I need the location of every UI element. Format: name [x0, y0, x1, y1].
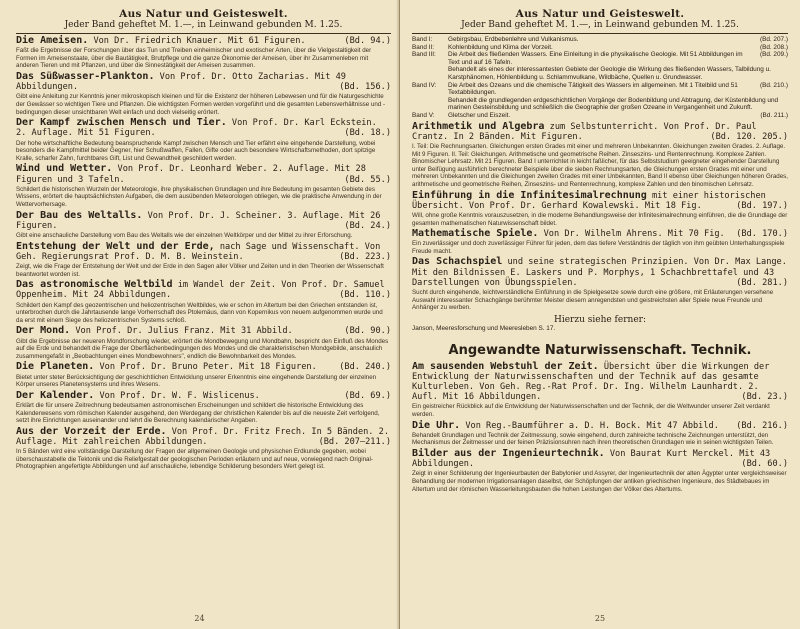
entry-volume-ref: (Bd. 240.)	[339, 362, 391, 373]
entry-volume-ref: (Bd. 24.)	[344, 220, 391, 231]
entry-heading	[16, 242, 391, 262]
catalog-entry	[412, 362, 788, 419]
entry-description: Ein zuverlässiger und doch zuverlässiger Führer für jeden, dem das tiefere Verständnis der täglich von ihm geübten Unterhaltungsspiele Freude macht.	[412, 240, 785, 255]
entry-description: Der hohe wirtschaftliche Bedeutung beanspruchende Kampf zwischen Mensch und Tier erfährt eine eingehende Darstellung, wobei besonders die Kampfmittel beider Gegner, hier Schußwaffen, Fallen, Gifte oder auch besondere Wirtschaftsmethoden, dort spitzige Kralle, scharfer Zahn, furchtbares Gift, List und Gewandtheit geschildert werden.	[16, 139, 376, 162]
catalog-entry	[16, 326, 391, 360]
entry-author-info: Von Prof. Dr. Leonhard Weber. 2. Auflage. Mit 28 Figuren und 3 Tafeln.	[16, 164, 366, 185]
volume-text: Gletscher und Eiszeit.	[448, 111, 511, 119]
entry-author-info: Von Prof. Dr. Karl Eckstein. 2. Auflage. Mit 51 Figuren.	[16, 118, 377, 139]
entry-volume-ref: (Bd. 90.)	[344, 326, 391, 337]
volume-row	[412, 36, 788, 44]
catalog-entry	[412, 191, 788, 228]
entry-volume-ref: (Bd. 94.)	[344, 36, 391, 46]
right-page	[400, 0, 800, 629]
volume-row	[412, 97, 788, 112]
entry-description: Faßt die Ergebnisse der Forschungen über das Tun und Treiben einheimischer und exotischer Arten, über die Vielgestaltigkeit der Formen im Ameisenstaate, über die Bautätigkeit, Brutpflege und die ganze Ökonomie der Ameisen, über ihr Zusammenleben mit anderen Tieren und mit Pflanzen, und über die Sinnestätigkeit der Ameisen zusammen.	[16, 47, 372, 70]
entry-volume-ref: (Bd. 110.)	[339, 290, 391, 301]
entry-heading	[16, 391, 391, 401]
entry-description: Bietet unter steter Berücksichtigung der geschichtlichen Entwicklung unserer Erkenntnis eine eingehende Darstellung der einzelnen Körper unseres Planetensystems und ihres Wesens.	[16, 373, 377, 389]
catalog-entry	[16, 427, 391, 471]
entry-volume-ref: (Bd. 216.)	[736, 420, 788, 431]
entry-title: Aus der Vorzeit der Erde.	[16, 425, 167, 437]
catalog-entry	[412, 229, 788, 255]
entry-heading	[16, 427, 391, 447]
volume-ref: (Bd. 211.)	[760, 111, 788, 119]
series-title: Aus Natur und Geisteswelt.	[119, 8, 288, 20]
entry-heading	[16, 326, 391, 336]
volume-row	[412, 82, 788, 97]
see-also-reference: Janson, Meeresforschung und Meeresleben S. 17.	[412, 324, 556, 332]
entry-title: Die Ameisen.	[16, 35, 89, 46]
entry-volume-ref: (Bd. 18.)	[344, 128, 391, 139]
entry-description: Erklärt die für unsere Zeitrechnung bedeutsamen astronomischen Erscheinungen und schildert die historische Entwicklung des Kalenderwesens vom römischen Kalender ausgehend, den Werdegang der christlichen Kalender bis auf die neueste Zeit verfolgend, setzt ihre Einrichtungen auseinander und lehrt die Berechnung kalendarischer Angaben.	[16, 401, 380, 425]
entry-author-info: im Wandel der Zeit. Von Prof. Dr. Samuel Oppenheim. Mit 24 Abbildungen.	[16, 280, 385, 301]
volume-ref: (Bd. 207.)	[759, 36, 788, 43]
volume-text: Gebirgsbau, Erdbebenlehre und Vulkanismus.	[448, 36, 579, 43]
right-entry-list	[412, 122, 788, 312]
volume-text: Behandelt die grundlegenden erdgeschichtlichen Vorgänge der Bodenbildung und Abtragung, der Küstenbildung und marinen Gesteinsbildung und schließlich die Geographie der großen Ozeane in Vergangenheit und Zukunft.	[448, 96, 779, 112]
entry-title: Das Schachspiel	[412, 256, 503, 268]
volume-list	[412, 36, 788, 120]
catalog-entry	[16, 164, 391, 208]
entry-title: Mathematische Spiele.	[412, 228, 539, 240]
entry-title: Entstehung der Welt und der Erde,	[16, 240, 215, 252]
entry-title: Wind und Wetter.	[16, 163, 113, 175]
volume-label: Band III:	[412, 51, 436, 59]
volume-label: Band II:	[412, 43, 435, 51]
see-also-heading: Hierzu siehe ferner:	[554, 314, 646, 325]
entry-title: Der Kampf zwischen Mensch und Tier.	[16, 117, 227, 129]
entry-volume-ref: (Bd. 120. 205.)	[710, 131, 788, 142]
entry-author-info: nach Sage und Wissenschaft. Von Geh. Regierungsrat Prof. D. M. B. Weinstein.	[16, 241, 381, 262]
entry-description: I. Teil: Die Rechnungsarten. Gleichungen ersten Grades mit einer und mehreren Unbekannten. Gleichungen zweiten Grades. 2. Auflage. Mit 9 Figuren. II. Teil: Gleichungen. Arithmetische und geometrische Reihen. Zinseszins- und Rentenrechnung. Komplexe Zahlen. Binomischer Lehrsatz. Mit 21 Figuren. Band I unterrichtet in leicht faßlicher, für das Selbststudium geeigneter eingehender Darstellung unter Beifügung ausführlich berechneter Beispiele über die sieben Rechnungsarten, die Gleichungen ersten Grades mit einer und mehreren Unbekannten und die Gleichungen zweiten Grades mit einer Unbekannten, Band II ebenso über Gleichungen höheren Grades, arithmetische und geometrische Reihen, Zinseszins- und Rentenrechnung, komplexe Zahlen und den binomischen Lehrsatz.	[412, 142, 788, 188]
entry-title: Das Süßwasser-Plankton.	[16, 70, 155, 82]
volume-label	[412, 66, 448, 81]
entry-heading	[412, 257, 788, 288]
entry-author-info: Von Reg.-Baumführer a. D. H. Bock. Mit 47 Abbild.	[465, 420, 719, 431]
entry-heading	[412, 362, 788, 403]
entry-author-info: mit einer historischen Übersicht. Von Prof. Dr. Gerhard Kowalewski. Mit 18 Fig.	[412, 190, 766, 211]
page-number-right: 25	[594, 614, 606, 623]
entry-author-info: Von Dr. Friedrich Knauer. Mit 61 Figuren.	[93, 36, 306, 46]
entry-heading	[412, 122, 788, 142]
series-price-line-right: Jeder Band geheftet M. 1.—, in Leinwand gebunden M. 1.25.	[412, 20, 788, 34]
entry-title: Einführung in die Infinitesimalrechnung	[412, 189, 647, 201]
catalog-entry	[16, 362, 391, 388]
entry-author-info: Von Prof. Dr. Bruno Peter. Mit 18 Figuren.	[99, 362, 317, 373]
volume-label: Band V:	[412, 111, 435, 119]
page-number-left: 24	[194, 614, 205, 623]
entry-description: Will, ohne große Kenntnis vorauszusetzen, in die moderne Behandlungsweise der Infinitesimalrechnung einführen, die die Grundlage der gesamten mathematischen Naturwissenschaft bildet.	[412, 211, 788, 227]
catalog-entry	[16, 391, 391, 425]
entry-volume-ref: (Bd. 197.)	[736, 200, 788, 211]
entry-volume-ref: (Bd. 23.)	[741, 392, 788, 403]
entry-volume-ref: (Bd. 207—211.)	[318, 436, 391, 447]
catalog-entry	[412, 421, 788, 447]
catalog-entry	[16, 72, 391, 116]
entry-title: Das astronomische Weltbild	[16, 279, 173, 291]
entry-title: Der Mond.	[16, 325, 71, 337]
entry-author-info: Von Prof. Dr. Julius Franz. Mit 31 Abbild.	[75, 326, 293, 337]
entry-heading	[412, 449, 788, 469]
entry-title: Arithmetik und Algebra	[412, 120, 545, 132]
entry-heading	[16, 118, 391, 138]
entry-author-info: Von Dr. Wilhelm Ahrens. Mit 70 Fig.	[543, 229, 725, 240]
entry-heading	[412, 421, 788, 431]
entry-title: Der Kalender.	[16, 389, 95, 401]
volume-text: Die Arbeit des fließenden Wassers. Eine Einleitung in die physikalische Geologie. Mit 51 Abbildungen im Text und auf 16 Tafeln.	[448, 51, 743, 66]
volume-row	[412, 66, 788, 81]
entry-heading	[16, 164, 391, 184]
entry-description: Gibt eine Anleitung zur Kenntnis jener mikroskopisch kleinen und für die Existenz der höheren Lebewesen und für die Naturgeschichte der Gewässer so wichtigen Tiere und Pflanzen. Die wichtigsten Formen werden vorgeführt und die gesamten Lebensverhältnisse und -bedingungen dieser unsichtbaren Welt einfach und doch vielseitig erörtert.	[16, 93, 386, 116]
entry-title: Der Bau des Weltalls.	[16, 209, 143, 221]
entry-volume-ref: (Bd. 69.)	[344, 390, 391, 401]
catalog-entry	[412, 449, 788, 493]
entry-volume-ref: (Bd. 170.)	[736, 229, 788, 240]
entry-description: Zeigt in einer Schilderung der Ingenieurbauten der Babylonier und Assyrer, der Ingenieurtechnik der alten Ägypter unter vergleichsweiser Behandlung der modernen Irrigationsanlagen daselbst, der Schöpfungen der antiken griechischen Ingenieure, des Städtebaues im Altertum und der römischen Wasserleitungsbauten die hohen Leistungen der Völker des Altertums.	[412, 470, 787, 493]
entry-title: Die Uhr.	[412, 419, 461, 431]
entry-heading	[412, 229, 788, 239]
entry-heading	[412, 191, 788, 211]
volume-ref: (Bd. 208.)	[759, 43, 788, 51]
entry-heading	[16, 211, 391, 231]
volume-text: Kohlenbildung und Klima der Vorzeit.	[448, 43, 553, 51]
volume-label: Band IV:	[412, 81, 437, 89]
entry-author-info: Übersicht über die Wirkungen der Entwicklung der Naturwissenschaften und der Technik auf das gesamte Kulturleben. Von Geh. Reg.-Rat Prof. Dr. Ing. Wilhelm Launhardt. 2. Aufl. Mit 16 Abbildungen.	[412, 361, 770, 403]
volume-text: Die Arbeit des Ozeans und die chemische Tätigkeit des Wassers im allgemeinen. Mit 1 Titelbild und 51 Textabbildungen.	[448, 81, 738, 97]
catalog-entry	[16, 242, 391, 279]
series-price-line: Jeder Band geheftet M. 1.—, in Leinwand gebunden M. 1.25.	[16, 20, 391, 34]
entry-author-info: zum Selbstunterricht. Von Prof. Dr. Paul Crantz. In 2 Bänden. Mit Figuren.	[412, 121, 757, 142]
entry-description: Behandelt Grundlagen und Technik der Zeitmessung, sowie eingehend, durch zahlreiche technische Zeichnungen unterstützt, den Mechanismus der Zeitmesser und der feinen Präzisionsuhren nach ihren theoretischen Grundlagen wie in seinen wichtigsten Teilen.	[412, 431, 774, 447]
entry-description: Schildert die historischen Wurzeln der Meteorologie, ihre physikalischen Grundlagen und ihre Bedeutung im gesamten Gebiete des Wissens, erörtert die hauptsächlichsten Aufgaben, die dem ausübenden Meteorologen obliegen, wie die praktische Anwendung in der Wettervorhersage.	[16, 185, 382, 208]
catalog-entry	[412, 122, 788, 189]
entry-description: In 5 Bänden wird eine vollständige Darstellung der Fragen der allgemeinen Geologie und physischen Erdkunde gegeben, wobei überschaustabelle die Tektonik und die Reliefgestalt der geologischen Perioden erläutern und auf neue, vorwiegend nach Original-Photographien angefertigte Abbildungen und auf anschauliche, lebendige Schilderung besonders Wert gelegt ist.	[16, 448, 373, 471]
section-entry-list	[412, 362, 788, 494]
entry-volume-ref: (Bd. 55.)	[344, 174, 391, 185]
catalog-entry	[16, 211, 391, 240]
catalog-entry	[412, 257, 788, 311]
catalog-entry	[16, 118, 391, 162]
entry-title: Am sausenden Webstuhl der Zeit.	[412, 360, 599, 372]
entry-description: Gibt die Ergebnisse der neueren Mondforschung wieder, erörtert die Mondbewegung und Mondbahn, bespricht den Einfluß des Mondes auf die Erde und behandelt die Frage der Oberflächenbedingungen des Mondes und die charakteristischen Mondgebilde, anschaulich zusammengefaßt in „Beobachtungen eines Mondbewohners", endlich die Bewohnbarkeit des Mondes.	[16, 337, 389, 360]
volume-text: Behandelt als eines der interessantesten Gebiete der Geologie die Wirkung des fließenden Wassers, Talbildung u. Karstphänomen, Höhlenbildung u. Schlammvulkane, Wildbäche, Quellen u. Grundwasser.	[448, 66, 771, 81]
section-title: Angewandte Naturwissenschaft. Technik.	[448, 342, 752, 358]
entry-title: Die Planeten.	[16, 361, 95, 373]
volume-ref: (Bd. 209.)	[759, 51, 788, 59]
entry-author-info: Von Baurat Kurt Merckel. Mit 43 Abbildungen.	[412, 449, 771, 470]
entry-volume-ref: (Bd. 281.)	[736, 277, 788, 288]
entry-heading	[16, 280, 391, 300]
volume-ref: (Bd. 210.)	[759, 81, 788, 89]
entry-author-info: und seine strategischen Prinzipien. Von Dr. Max Lange. Mit den Bildnissen E. Laskers und P. Morphys, 1 Schachbrettafel und 43 Darstellungen von Übungsspielen.	[412, 257, 787, 288]
volume-label	[412, 97, 448, 112]
catalog-entry	[16, 36, 391, 70]
series-title-right: Aus Natur und Geisteswelt.	[515, 8, 685, 20]
entry-author-info: Von Prof. Dr. W. F. Wislicenus.	[99, 390, 260, 401]
entry-description: Schildert den Kampf des geozentrischen und heliozentrischen Weltbildes, wie er schon im Altertum bei den Griechen entstanden ist, unterbrochen durch die Jahrtausende lange Vorherrschaft des Ptolemäus, dann von Kopernikus von neuem aufgenommen wurde und da erst mit einem Siege des heliozentrischen Systems schloß.	[16, 301, 383, 324]
entry-title: Bilder aus der Ingenieurtechnik.	[412, 448, 605, 460]
entry-volume-ref: (Bd. 156.)	[339, 82, 391, 93]
entry-description: Ein geistreicher Rückblick auf die Entwicklung der Naturwissenschaften und der Technik, der die Weltwunder unserer Zeit verdankt werden.	[412, 403, 770, 419]
volume-row	[412, 112, 788, 120]
entry-heading	[16, 362, 391, 372]
volume-row	[412, 51, 788, 66]
entry-description: Sucht durch eingehende, leichtverständliche Einführung in die Spielgesetze sowie durch eine größere, mit Erläuterungen versehene Auswahl interessanter Schachgänge berühmter Meister diesem anregendsten und geistreichsten aller Spiele neue Freunde und Anhänger zu werben.	[412, 289, 774, 312]
left-entry-list	[16, 36, 391, 471]
entry-author-info: Von Prof. Dr. Fritz Frech. In 5 Bänden. 2. Auflage. Mit zahlreichen Abbildungen.	[16, 426, 390, 447]
volume-label: Band I:	[412, 36, 433, 43]
catalog-entry	[16, 280, 391, 324]
entry-author-info: Von Prof. Dr. Otto Zacharias. Mit 49 Abbildungen.	[16, 71, 346, 93]
entry-description: Gibt eine anschauliche Darstellung vom Bau des Weltalls wie der einzelnen Weltkörper und der Mittel zu ihrer Erforschung.	[16, 231, 353, 239]
volume-row	[412, 44, 788, 52]
entry-author-info: Von Prof. Dr. J. Scheiner. 3. Auflage. Mit 26 Figuren.	[16, 210, 381, 231]
entry-heading	[16, 72, 391, 92]
entry-heading	[16, 36, 391, 46]
entry-volume-ref: (Bd. 223.)	[339, 251, 391, 262]
entry-description: Zeigt, wie die Frage der Entstehung der Welt und der Erde in den Sagen aller Völker und Zeiten und in den Theorien der Wissenschaft beantwortet worden ist.	[16, 262, 384, 278]
entry-volume-ref: (Bd. 60.)	[741, 459, 788, 470]
